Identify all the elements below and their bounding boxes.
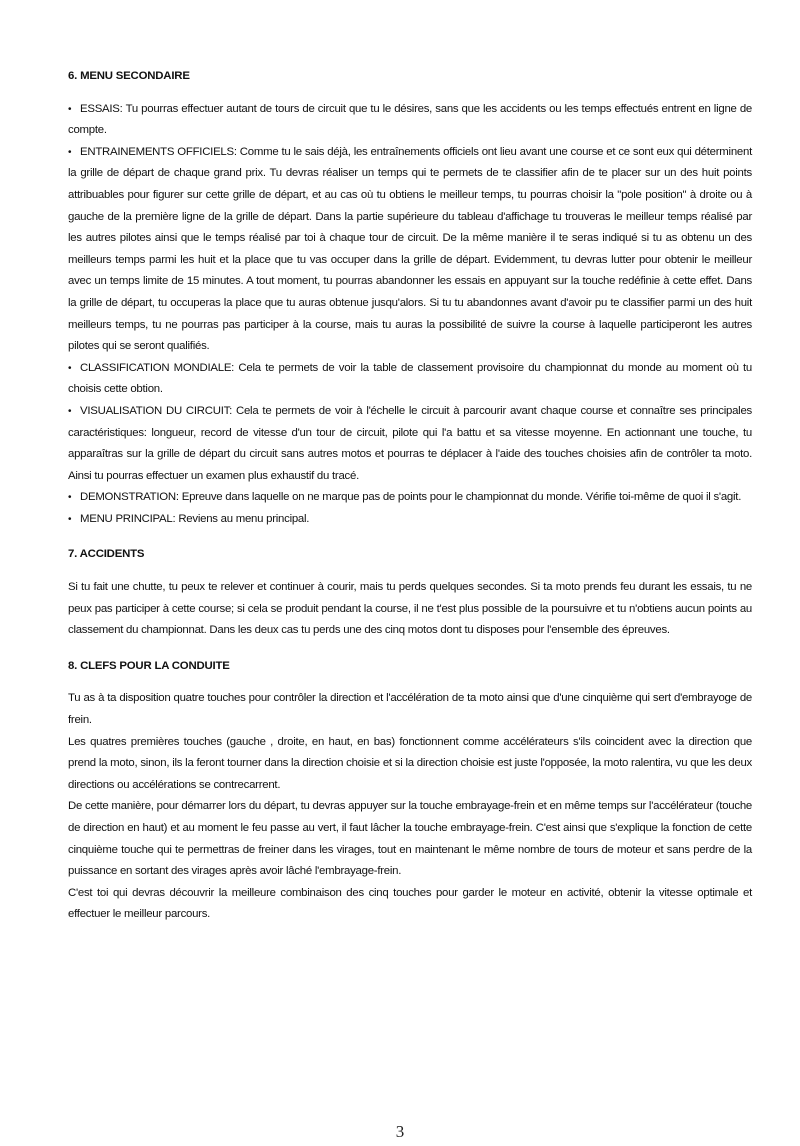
bullet-icon: • [68,492,72,504]
paragraph: Si tu fait une chutte, tu peux te relever et continuer à courir, mais tu perds quelques secondes. Si ta moto prends feu durant les essais, tu ne peux pas participer à cette course; si cela se produit pendant la course, il ne t'est plus possible de la poursuivre et tu n'obtiens aucun points au classement du championnat. Dans les deux cas tu perds une des cinq motos dont tu disposes pour l'ensemble des épreuves. [68,581,752,637]
section-accidents [68,544,752,641]
bullet-icon: • [68,146,72,158]
section-clefs-conduite [68,656,752,926]
list-item: • DEMONSTRATION: Epreuve dans laquelle on ne marque pas de points pour le championnat du monde. Vérifie toi-même de quoi il s'agit. [68,487,752,509]
paragraph: De cette manière, pour démarrer lors du départ, tu devras appuyer sur la touche embrayage-frein et en même temps sur l'accélérateur (touche de direction en haut) et au moment le feu passe au vert, il faut lâcher la touche embrayage-frein. C'est ainsi que s'explique la fonction de cette cinquième touche qui te permettras de freiner dans les virages, tout en maintenant le même nombre de tours de moteur et sans perdre de la puissance en sortant des virages après avoir lâché l'embrayage-frein. [68,800,752,878]
list-item: • VISUALISATION DU CIRCUIT: Cela te permets de voir à l'échelle le circuit à parcourir avant chaque course et connaître ses principales caractéristiques: longueur, record de vitesse d'un tour de circuit, pilote qui l'a battu et sa vitesse moyenne. En actionnant une touche, tu apparaîtras sur la grille de départ du circuit sans autres motos et pourras te déplacer à l'aide des touches choisies afin de contrôler ta moto. Ainsi tu pourras effectuer un examen plus exhaustif du tracé. [68,401,752,487]
page-number: 3 [395,1122,405,1141]
bullet-icon: • [68,362,72,374]
bullet-icon: • [68,103,72,115]
bullet-icon: • [68,405,72,417]
paragraph: C'est toi qui devras découvrir la meilleure combinaison des cinq touches pour garder le moteur en activité, obtenir la vitesse optimale et effectuer le meilleur parcours. [68,886,752,921]
list-item: • CLASSIFICATION MONDIALE: Cela te permets de voir la table de classement provisoire du championnat du monde au moment où tu choisis cette obtion. [68,358,752,401]
list-item: • ESSAIS: Tu pourras effectuer autant de tours de circuit que tu le désires, sans que les accidents ou les temps effectués entrent en ligne de compte. [68,99,752,142]
paragraph: Tu as à ta disposition quatre touches pour contrôler la direction et l'accélération de ta moto ainsi que d'une cinquième qui sert d'embrayoge de frein. [68,692,752,727]
section-menu-secondaire [68,66,752,530]
list-item: • MENU PRINCIPAL: Reviens au menu principal. [68,509,752,531]
section-heading: 6. MENU SECONDAIRE [68,70,190,82]
bullet-icon: • [68,513,72,525]
section-heading: 7. ACCIDENTS [68,548,145,561]
list-item: • ENTRAINEMENTS OFFICIELS: Comme tu le sais déjà, les entraînements officiels ont lieu avant une course et ce sont eux qui déterminent la grille de départ de chaque grand prix. Tu devras réaliser un temps qui te permets de te classifier afin de te placer sur un des huit points attribuables pour figurer sur cette grille de départ, et au cas où tu obtiens le meilleur temps, tu pourras choisir la "pole position" à droite ou à gauche de la première ligne de la grille de départ. Dans la partie supérieure du tableau d'affichage tu trouveras le meilleur temps réalisé par les autres pilotes ainsi que le temps réalisé par toi à chaque tour de circuit. De la même manière il te seras indiqué si tu as obtenu un des meilleurs temps parmi les huit et la place que tu vas occuper dans la grille de départ. Evidemment, tu devras lutter pour obtenir le meilleur avec un temps limite de 15 minutes. A tout moment, tu pourras abandonner les essais en appuyant sur la touche redéfinie à cette effet. Dans la grille de départ, tu occuperas la place que tu auras obtenue jusqu'alors. Si tu tu abandonnes avant d'avoir pu te classifier parmi un des huit meilleurs temps, tu ne pourras pas participer à la course, mais tu auras la possibilité de suivre la course à laquelle participeront les autres pilotes qui se seront qualifiés. [68,142,752,358]
paragraph: Les quatres premières touches (gauche , droite, en haut, en bas) fonctionnent comme accélérateurs s'ils coincident avec la direction que prend la moto, sinon, ils la feront tourner dans la direction choisie et si la direction choisie est juste l'opposée, la moto ralentira, vu que les deux directions ou accélérations se contrecarrent. [68,735,752,791]
section-heading: 8. CLEFS POUR LA CONDUITE [68,659,230,672]
